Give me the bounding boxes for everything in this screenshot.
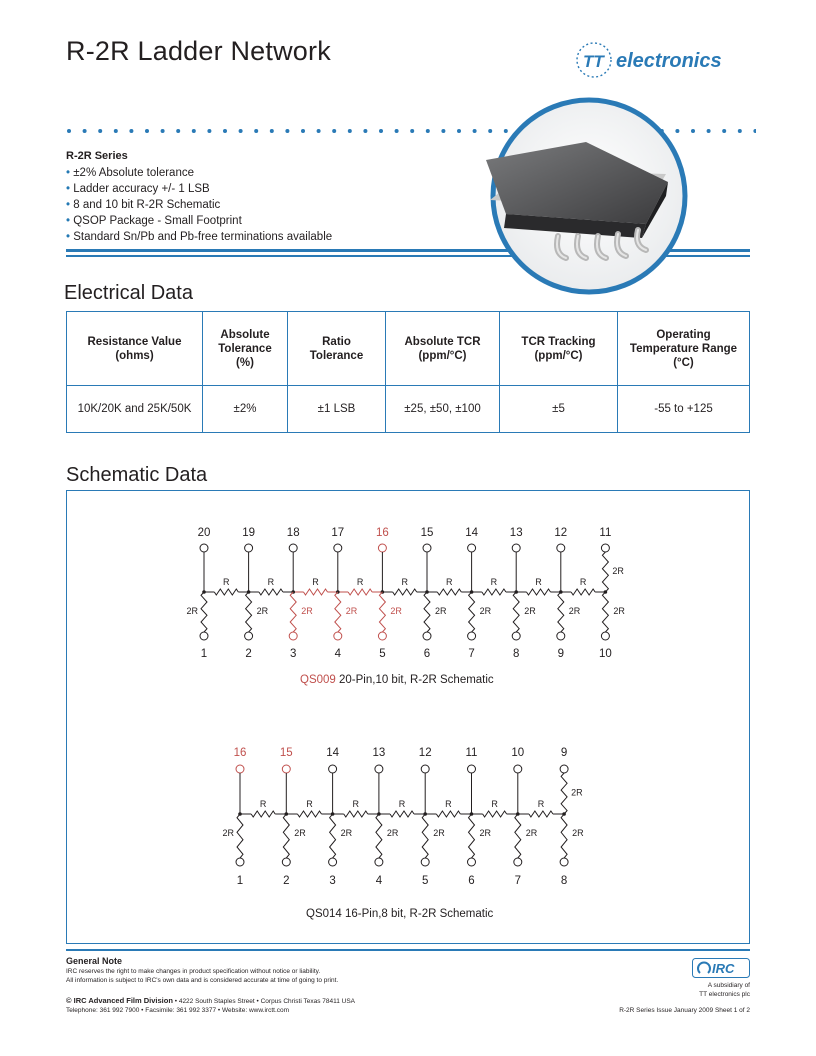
divider-dot	[332, 129, 336, 133]
cell-ratio-tolerance: ±1 LSB	[288, 386, 386, 433]
pin-circle	[512, 544, 520, 552]
pin-circle	[421, 858, 429, 866]
top-pin-label: 9	[560, 747, 568, 759]
feature-list	[66, 165, 332, 245]
resistor-2r	[424, 592, 430, 632]
divider-dot	[707, 129, 711, 133]
pin-circle	[236, 858, 244, 866]
resistor-2r-label: 2R	[186, 606, 198, 616]
cell-tcr-tracking: ±5	[500, 386, 618, 433]
top-pin-label: 12	[418, 747, 432, 759]
resistor-r-label: R	[537, 799, 545, 809]
pin-circle	[236, 765, 244, 773]
resistor-r-label: R	[356, 577, 364, 587]
resistor-r	[529, 811, 553, 817]
divider-dot	[83, 129, 87, 133]
resistor-r	[436, 811, 460, 817]
top-pin-label: 12	[554, 527, 568, 539]
resistor-r-label: R	[352, 799, 359, 809]
resistor-2r	[290, 592, 296, 632]
resistor-2r	[330, 814, 336, 858]
top-pin-label: 20	[197, 527, 211, 539]
pin-circle	[375, 765, 383, 773]
divider-dot	[301, 129, 305, 133]
resistor-2r	[513, 592, 519, 632]
bottom-pin-label: 6	[468, 875, 475, 887]
pin-circle	[334, 632, 342, 640]
resistor-r-label: R	[401, 577, 408, 587]
pin-circle	[468, 632, 476, 640]
resistor-2r-label: 2R	[390, 606, 402, 616]
qs009-schematic	[66, 518, 750, 690]
top-pin-label: 16	[376, 527, 389, 539]
top-pin-label: 17	[331, 527, 345, 539]
bottom-pin-label: 8	[560, 875, 568, 887]
resistor-2r-label: 2R	[572, 828, 584, 838]
pin-circle	[560, 858, 568, 866]
resistor-2r	[283, 814, 289, 858]
feature-item: • Ladder accuracy +/- 1 LSB	[66, 183, 210, 195]
resistor-2r-top	[602, 552, 608, 592]
division-line: © IRC Advanced Film Division • 4222 South Staples Street • Corpus Christi Texas 78411 USA	[66, 996, 356, 1005]
feature-item: • QSOP Package - Small Footprint	[66, 215, 242, 227]
divider-dot	[753, 129, 756, 133]
feature-item: • ±2% Absolute tolerance	[66, 167, 194, 179]
divider-dot	[129, 129, 133, 133]
divider-dot	[738, 129, 742, 133]
top-pin-label: 18	[286, 527, 300, 539]
cell-temp-range: -55 to +125	[618, 386, 750, 433]
divider-dot	[254, 129, 258, 133]
pin-circle	[557, 632, 565, 640]
contact-line: Telephone: 361 992 7900 • Facsimile: 361 992 3377 • Website: www.irctt.com	[66, 1007, 290, 1014]
pin-circle	[200, 544, 208, 552]
resistor-2r-label: 2R	[340, 828, 353, 838]
pin-circle	[468, 765, 476, 773]
pin-circle	[289, 632, 297, 640]
bottom-pin-label: 3	[329, 875, 336, 887]
series-heading: R-2R Series	[66, 150, 128, 162]
bottom-pin-label: 10	[599, 648, 612, 660]
resistor-2r-label: 2R	[433, 828, 445, 838]
resistor-2r-label: 2R	[571, 787, 583, 798]
resistor-2r-label: 2R	[222, 828, 234, 838]
pin-circle	[514, 858, 522, 866]
cell-abs-tolerance: ±2%	[203, 386, 288, 433]
header-ratio-tolerance: Ratio Tolerance	[288, 312, 386, 386]
cell-abs-tcr: ±25, ±50, ±100	[386, 386, 500, 433]
table-row	[67, 386, 750, 433]
pin-circle	[329, 765, 337, 773]
resistor-2r-label: 2R	[568, 606, 581, 616]
pin-circle	[423, 632, 431, 640]
top-pin-label: 11	[465, 747, 478, 759]
top-pin-label: 14	[326, 747, 339, 759]
resistor-r-label: R	[491, 799, 498, 809]
electrical-data-table	[66, 311, 750, 433]
feature-item: • 8 and 10 bit R-2R Schematic	[66, 199, 221, 211]
divider-dot	[161, 129, 165, 133]
resistor-2r-label: 2R	[525, 828, 538, 838]
bottom-pin-label: 5	[421, 875, 429, 887]
top-pin-label: 14	[465, 527, 478, 539]
divider-dot	[270, 129, 274, 133]
resistor-2r	[379, 592, 385, 632]
resistor-r	[393, 589, 417, 595]
irc-logo	[692, 958, 750, 978]
resistor-r	[297, 811, 321, 817]
qs009-caption: QS009 20-Pin,10 bit, R-2R Schematic	[300, 674, 494, 686]
resistor-r-label: R	[223, 577, 230, 587]
bottom-pin-label: 3	[289, 648, 297, 660]
feature-item: • Standard Sn/Pb and Pb-free terminations available	[66, 231, 333, 243]
resistor-2r	[561, 814, 567, 858]
resistor-r	[214, 589, 238, 595]
divider-dot	[239, 129, 243, 133]
resistor-r	[437, 589, 461, 595]
resistor-r	[259, 589, 283, 595]
schematic-data-title: Schematic Data	[66, 464, 208, 486]
pin-circle	[329, 858, 337, 866]
resistor-r-label: R	[579, 577, 587, 587]
cell-resistance: 10K/20K and 25K/50K	[67, 386, 203, 433]
table-header-row	[67, 312, 750, 386]
logo-text: electronics	[616, 50, 722, 72]
resistor-r-label: R	[306, 799, 313, 809]
qs014-schematic	[66, 742, 750, 924]
pin-circle	[560, 765, 568, 773]
resistor-2r-label: 2R	[256, 606, 269, 616]
resistor-2r	[335, 592, 341, 632]
bottom-pin-label: 6	[423, 648, 431, 660]
header-resistance: Resistance Value (ohms)	[67, 312, 203, 386]
resistor-2r-label: 2R	[612, 566, 624, 576]
resistor-r-label: R	[312, 577, 319, 587]
bottom-pin-label: 1	[236, 875, 244, 887]
resistor-2r-label: 2R	[435, 606, 447, 616]
top-pin-label: 19	[242, 527, 255, 539]
pin-circle	[421, 765, 429, 773]
resistor-r-label: R	[445, 799, 452, 809]
divider-dot	[379, 129, 383, 133]
bottom-pin-label: 4	[334, 648, 342, 660]
divider-dot	[317, 129, 321, 133]
general-note-title: General Note	[66, 956, 123, 966]
divider-dot	[410, 129, 414, 133]
resistor-r	[348, 589, 372, 595]
header-temp-range: Operating Temperature Range (°C)	[618, 312, 750, 386]
bottom-pin-label: 7	[514, 875, 522, 887]
resistor-r	[344, 811, 368, 817]
bottom-pin-label: 4	[375, 875, 383, 887]
bottom-pin-label: 5	[379, 648, 386, 660]
pin-circle	[512, 632, 520, 640]
divider-dot	[98, 129, 102, 133]
svg-text:IRC: IRC	[712, 961, 735, 976]
top-pin-label: 13	[509, 527, 523, 539]
top-pin-label: 11	[599, 527, 612, 539]
bottom-pin-label: 8	[512, 648, 520, 660]
pin-circle	[468, 544, 476, 552]
resistor-r-label: R	[535, 577, 542, 587]
resistor-2r	[422, 814, 428, 858]
resistor-2r-label: 2R	[613, 606, 625, 616]
resistor-r	[390, 811, 414, 817]
bottom-pin-label: 2	[245, 648, 252, 660]
general-note-text: IRC reserves the right to make changes in product specification without notice or liability. All information is subject to IRC's own data and is considered accurate at time of going to print.	[66, 968, 339, 984]
top-pin-label: 16	[233, 747, 247, 759]
divider-dot	[426, 129, 430, 133]
pin-circle	[375, 858, 383, 866]
resistor-r-label: R	[267, 577, 275, 587]
resistor-2r	[201, 592, 207, 632]
resistor-2r-label: 2R	[479, 606, 492, 616]
page-title: R-2R Ladder Network	[66, 36, 331, 66]
bottom-pin-label: 7	[468, 648, 475, 660]
resistor-2r-label: 2R	[301, 606, 313, 616]
pin-circle	[282, 858, 290, 866]
resistor-2r	[515, 814, 521, 858]
resistor-2r-top	[561, 773, 567, 814]
resistor-2r-label: 2R	[524, 606, 536, 616]
qsop-package-photo	[476, 96, 702, 296]
top-pin-label: 15	[279, 747, 293, 759]
resistor-r	[527, 589, 551, 595]
subsidiary-text: A subsidiary of TT electronics plc	[699, 982, 750, 998]
pin-circle	[514, 765, 522, 773]
header-tcr-tracking: TCR Tracking (ppm/°C)	[500, 312, 618, 386]
resistor-2r	[558, 592, 564, 632]
logo-mark: TT	[583, 52, 604, 71]
divider-dot	[192, 129, 196, 133]
pin-circle	[245, 544, 253, 552]
resistor-2r	[469, 592, 475, 632]
bottom-pin-label: 9	[557, 648, 565, 660]
resistor-r	[571, 589, 595, 595]
divider-dot	[457, 129, 461, 133]
pin-circle	[245, 632, 253, 640]
bottom-pin-label: 2	[283, 875, 290, 887]
divider-dot	[348, 129, 352, 133]
resistor-2r	[469, 814, 475, 858]
resistor-2r-label: 2R	[386, 828, 399, 838]
resistor-2r	[246, 592, 252, 632]
tt-electronics-logo	[574, 40, 754, 80]
divider-dot	[207, 129, 211, 133]
divider-dot	[176, 129, 180, 133]
resistor-r-label: R	[446, 577, 453, 587]
divider-dot	[363, 129, 367, 133]
header-abs-tolerance: Absolute Tolerance (%)	[203, 312, 288, 386]
pin-circle	[557, 544, 565, 552]
top-pin-label: 10	[511, 747, 525, 759]
divider-dot	[285, 129, 289, 133]
resistor-2r-label: 2R	[294, 828, 306, 838]
pin-circle	[468, 858, 476, 866]
divider-dot	[223, 129, 227, 133]
header-abs-tcr: Absolute TCR (ppm/°C)	[386, 312, 500, 386]
resistor-r	[482, 589, 506, 595]
divider-dot	[395, 129, 399, 133]
top-pin-label: 15	[420, 527, 434, 539]
top-pin-label: 13	[372, 747, 386, 759]
pin-circle	[282, 765, 290, 773]
resistor-2r-label: 2R	[345, 606, 358, 616]
issue-text: R-2R Series Issue January 2009 Sheet 1 of 2	[619, 1007, 750, 1014]
divider-dot	[114, 129, 118, 133]
resistor-2r-label: 2R	[479, 828, 492, 838]
pin-circle	[423, 544, 431, 552]
resistor-r	[251, 811, 275, 817]
divider-dot	[145, 129, 149, 133]
resistor-r-label: R	[398, 799, 406, 809]
bottom-pin-label: 1	[200, 648, 208, 660]
pin-circle	[601, 544, 609, 552]
divider-dot	[441, 129, 445, 133]
pin-circle	[601, 632, 609, 640]
resistor-r-label: R	[259, 799, 267, 809]
pin-circle	[200, 632, 208, 640]
electrical-data-title: Electrical Data	[64, 282, 193, 304]
qs014-caption: QS014 16-Pin,8 bit, R-2R Schematic	[306, 908, 494, 920]
resistor-r	[304, 589, 328, 595]
divider-dot	[67, 129, 71, 133]
resistor-r	[483, 811, 507, 817]
resistor-2r	[237, 814, 243, 858]
pin-circle	[378, 632, 386, 640]
resistor-2r	[602, 592, 608, 632]
divider-dot	[722, 129, 726, 133]
footer-rule	[66, 949, 750, 951]
resistor-r-label: R	[490, 577, 498, 587]
resistor-2r	[376, 814, 382, 858]
pin-circle	[378, 544, 386, 552]
pin-circle	[334, 544, 342, 552]
pin-circle	[289, 544, 297, 552]
